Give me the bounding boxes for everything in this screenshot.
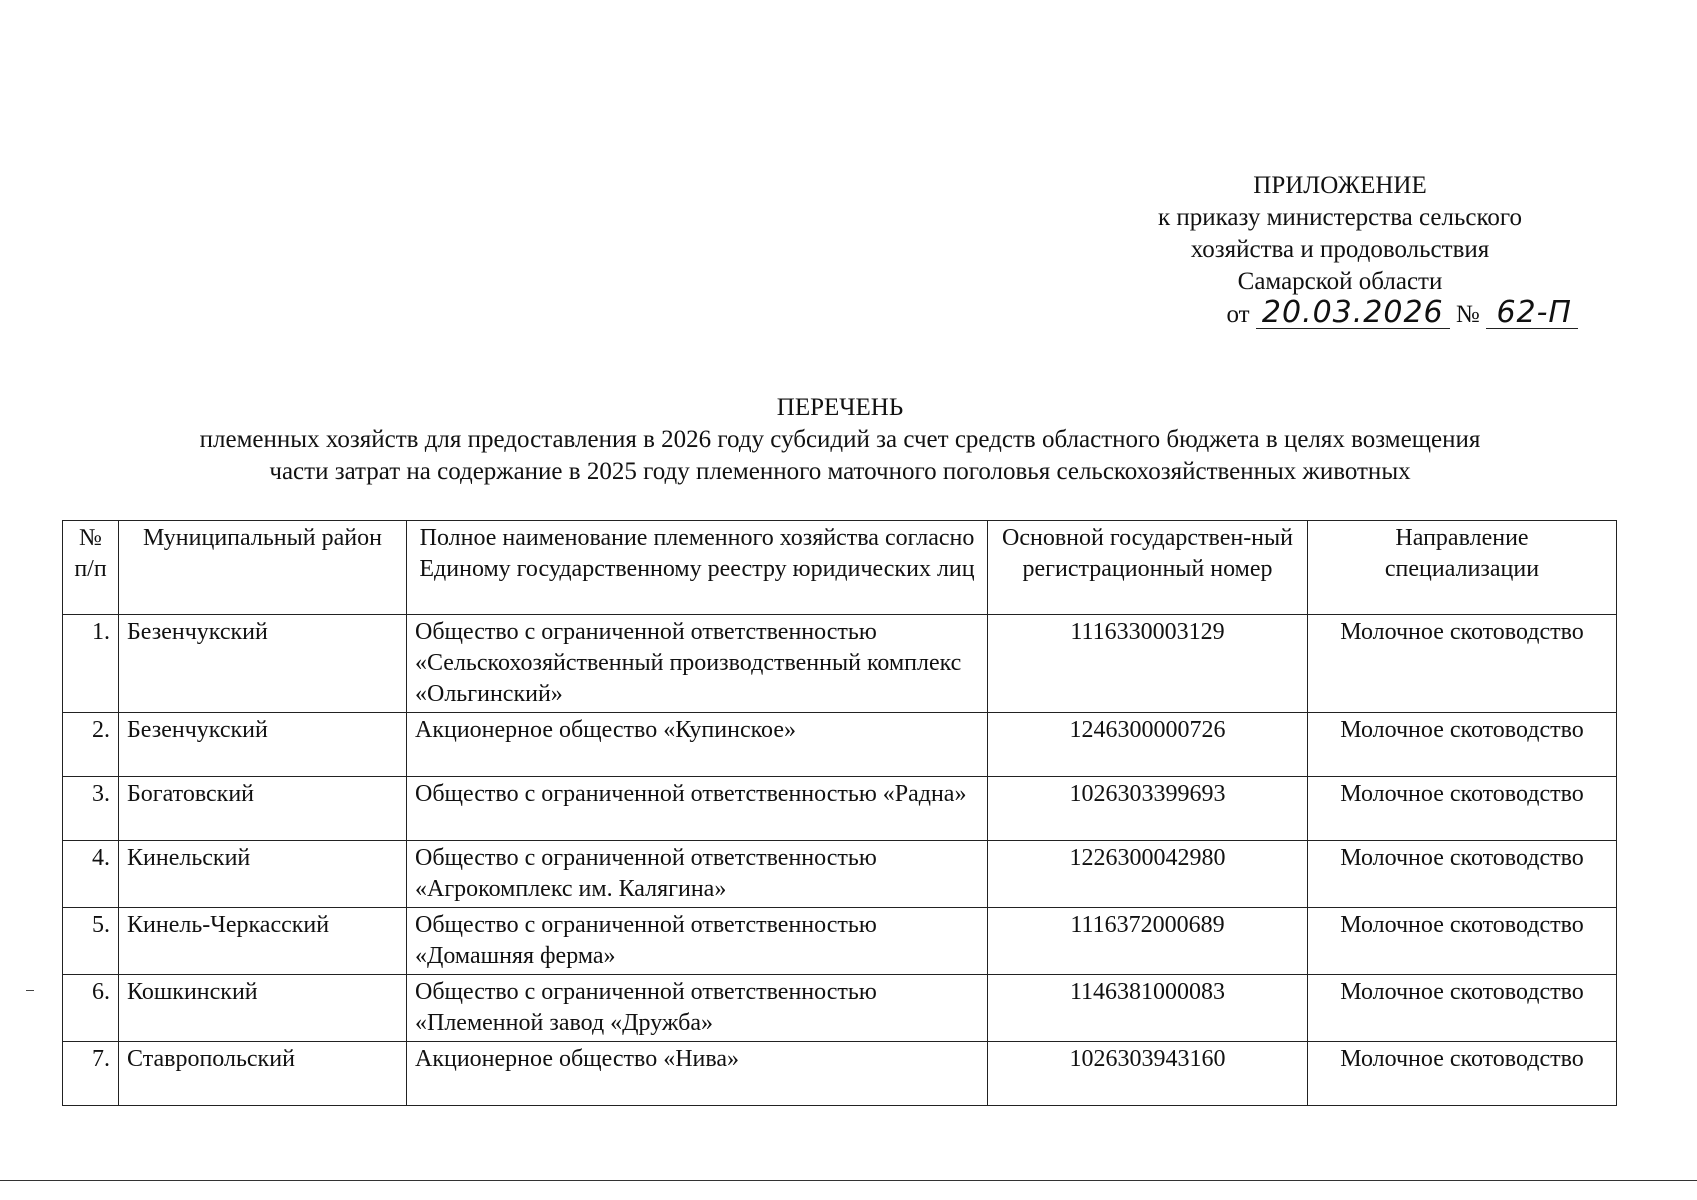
margin-mark — [26, 990, 34, 991]
row-spec: Молочное скотоводство — [1308, 1042, 1617, 1106]
row-spec: Молочное скотоводство — [1308, 777, 1617, 841]
document-title: ПЕРЕЧЕНЬ — [776, 394, 904, 421]
row-num: 7. — [63, 1042, 119, 1106]
header-num: № п/п — [63, 521, 119, 615]
row-name: Акционерное общество «Купинское» — [407, 713, 988, 777]
row-district: Ставропольский — [119, 1042, 407, 1106]
appendix-line-1: к приказу министерства сельского — [1157, 204, 1522, 231]
row-district: Богатовский — [119, 777, 407, 841]
row-spec: Молочное скотоводство — [1308, 713, 1617, 777]
document-subtitle-line-1: племенных хозяйств для предоставления в 2026 году субсидий за счет средств областного бюджета в целях возмещения — [199, 426, 1481, 453]
appendix-line-2: хозяйства и продовольствия — [1190, 236, 1490, 263]
row-spec: Молочное скотоводство — [1308, 615, 1617, 713]
row-ogrn: 1116330003129 — [988, 615, 1308, 713]
row-ogrn: 1226300042980 — [988, 841, 1308, 908]
header-ogrn: Основной государствен-ный регистрационный номер — [988, 521, 1308, 615]
row-spec: Молочное скотоводство — [1308, 975, 1617, 1042]
header-name: Полное наименование племенного хозяйства согласно Единому государственному реестру юридических лиц — [407, 521, 988, 615]
row-name: Акционерное общество «Нива» — [407, 1042, 988, 1106]
table-row — [63, 975, 1617, 1042]
table-row — [63, 713, 1617, 777]
table-row — [63, 908, 1617, 975]
row-ogrn: 1146381000083 — [988, 975, 1308, 1042]
row-num: 2. — [63, 713, 119, 777]
row-name: Общество с ограниченной ответственностью «Агрокомплекс им. Калягина» — [407, 841, 988, 908]
row-district: Кошкинский — [119, 975, 407, 1042]
bottom-rule — [0, 1180, 1697, 1181]
row-num: 5. — [63, 908, 119, 975]
row-spec: Молочное скотоводство — [1308, 841, 1617, 908]
row-num: 3. — [63, 777, 119, 841]
row-ogrn: 1026303399693 — [988, 777, 1308, 841]
title-block — [60, 392, 1620, 488]
table-row — [63, 841, 1617, 908]
row-name: Общество с ограниченной ответственностью «Домашняя ферма» — [407, 908, 988, 975]
appendix-title: ПРИЛОЖЕНИЕ — [1253, 172, 1427, 199]
header-spec: Направление специализации — [1308, 521, 1617, 615]
header-district: Муниципальный район — [119, 521, 407, 615]
table-row — [63, 777, 1617, 841]
appendix-line-3: Самарской области — [1237, 268, 1443, 295]
table-row — [63, 615, 1617, 713]
order-date-number-line — [1080, 295, 1600, 331]
row-ogrn: 1246300000726 — [988, 713, 1308, 777]
row-num: 4. — [63, 841, 119, 908]
row-num: 6. — [63, 975, 119, 1042]
row-spec: Молочное скотоводство — [1308, 908, 1617, 975]
breeding-farms-table — [62, 520, 1617, 1106]
date-prefix: от — [1226, 301, 1250, 328]
table-header-row — [63, 521, 1617, 615]
row-name: Общество с ограниченной ответственностью «Сельскохозяйственный производственный комплекс «Ольгинский» — [407, 615, 988, 713]
row-district: Безенчукский — [119, 615, 407, 713]
row-district: Кинельский — [119, 841, 407, 908]
row-name: Общество с ограниченной ответственностью «Радна» — [407, 777, 988, 841]
document-subtitle-line-2: части затрат на содержание в 2025 году племенного маточного поголовья сельскохозяйственных животных — [269, 458, 1411, 485]
table-row — [63, 1042, 1617, 1106]
row-ogrn: 1026303943160 — [988, 1042, 1308, 1106]
row-ogrn: 1116372000689 — [988, 908, 1308, 975]
row-name: Общество с ограниченной ответственностью «Племенной завод «Дружба» — [407, 975, 988, 1042]
appendix-block — [1080, 170, 1600, 331]
row-district: Кинель-Черкасский — [119, 908, 407, 975]
row-district: Безенчукский — [119, 713, 407, 777]
order-number: 62-П — [1486, 298, 1578, 329]
row-num: 1. — [63, 615, 119, 713]
order-date: 20.03.2026 — [1256, 298, 1450, 329]
number-label: № — [1455, 301, 1480, 328]
